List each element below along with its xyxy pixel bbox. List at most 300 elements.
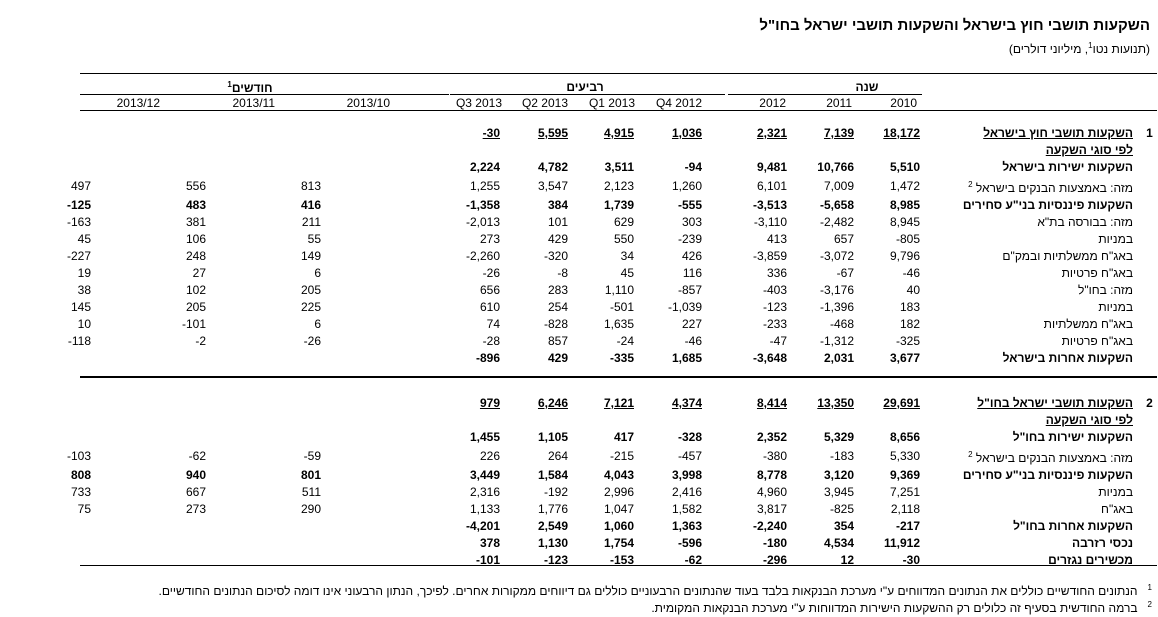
value-cell: 384: [547, 198, 568, 212]
subtitle-part-a: (תנועות נטו: [1092, 42, 1150, 56]
value-cell: 8,656: [889, 430, 920, 444]
value-cell: 1,260: [671, 179, 702, 193]
value-cell: 4,374: [671, 396, 702, 410]
section-index: [1141, 142, 1158, 159]
value-cell: [0, 552, 95, 569]
value-cell: 733: [70, 485, 91, 499]
value-cell: 354: [833, 519, 854, 533]
value-cell: 1,635: [603, 317, 634, 331]
value-cell: [325, 142, 504, 159]
value-cell: 6,101: [756, 179, 787, 193]
value-cell: -805: [895, 232, 920, 246]
section-index: [1141, 176, 1158, 197]
value-cell: 1,036: [671, 126, 702, 140]
value-cell: 1,130: [537, 536, 568, 550]
value-cell: 5,329: [823, 430, 854, 444]
section-index: [1141, 552, 1158, 569]
value-cell: -555: [677, 198, 702, 212]
row-label-text: השקעות אחרות בחו"ל: [1013, 519, 1133, 533]
value-cell: -239: [677, 232, 702, 246]
row-label-text: השקעות ישירות בישראל: [1002, 160, 1133, 174]
value-cell: -180: [762, 536, 787, 550]
value-cell: 2,224: [469, 160, 500, 174]
value-cell: [572, 142, 638, 159]
table-row: [0, 299, 1158, 316]
table-row: [0, 265, 1158, 282]
section-index: [1141, 484, 1158, 501]
value-cell: 1,472: [889, 179, 920, 193]
value-cell: 2,352: [756, 430, 787, 444]
value-cell: [210, 518, 325, 535]
table-row: [0, 350, 1158, 367]
value-cell: 45: [77, 232, 91, 246]
group-header-year: שנה: [855, 80, 879, 94]
value-cell: 3,511: [604, 160, 634, 174]
value-cell: -1,358: [465, 198, 500, 212]
table-row: [0, 501, 1158, 518]
col-header-q1-2013: Q1 2013: [588, 96, 635, 110]
value-cell: -596: [677, 536, 702, 550]
value-cell: [706, 412, 791, 429]
value-cell: -328: [677, 430, 702, 444]
footnote-2-text: ברמה החודשית בסעיף זה כלולים רק ההשקעות הישירות המדווחות ע"י מערכת הבנקאות המקומית.: [651, 601, 1138, 615]
row-label-text: השקעות ישירות בחו"ל: [1012, 430, 1133, 444]
col-header-2013-12: 2013/12: [116, 96, 160, 110]
value-cell: -67: [836, 266, 854, 280]
value-cell: 7,251: [889, 485, 920, 499]
value-cell: [210, 412, 325, 429]
value-cell: [95, 429, 210, 446]
value-cell: 12: [840, 553, 854, 567]
col-header-2010: 2010: [890, 96, 917, 110]
value-cell: 3,120: [823, 468, 854, 482]
row-label: [924, 333, 1141, 350]
value-cell: -3,110: [753, 215, 787, 229]
section1-total-row: [0, 125, 1158, 142]
row-label-text: באג"ח: [1101, 502, 1133, 516]
table-row: [0, 552, 1158, 569]
row-label: [924, 501, 1141, 518]
value-cell: 4,043: [603, 468, 634, 482]
row-label-text: באג"ח פרטיות: [1061, 266, 1133, 280]
value-cell: 657: [833, 232, 854, 246]
value-cell: [0, 395, 95, 412]
value-cell: 227: [681, 317, 702, 331]
value-cell: [0, 159, 95, 176]
value-cell: -4,201: [465, 519, 500, 533]
value-cell: 9,796: [889, 249, 920, 263]
subtitle-part-b: , מיליוני דולרים): [1008, 42, 1089, 56]
value-cell: 290: [300, 502, 321, 516]
value-cell: 416: [300, 198, 321, 212]
value-cell: -2,240: [752, 519, 787, 533]
value-cell: 283: [547, 283, 568, 297]
section-index: [1141, 501, 1158, 518]
row-label-text: מזה: באמצעות הבנקים בישראל: [975, 181, 1133, 195]
value-cell: 336: [766, 266, 787, 280]
value-cell: -296: [762, 553, 787, 567]
table-row: [0, 197, 1158, 214]
value-cell: 5,595: [537, 126, 568, 140]
group-header-months: [200, 80, 300, 95]
section-index: [1141, 197, 1158, 214]
value-cell: 7,009: [823, 179, 854, 193]
value-cell: [0, 125, 95, 142]
row-label-text: נכסי רזרבה: [1071, 536, 1133, 550]
value-cell: [0, 429, 95, 446]
value-cell: [95, 350, 210, 367]
value-cell: -118: [67, 334, 91, 348]
value-cell: 3,998: [671, 468, 702, 482]
row-label: [924, 429, 1141, 446]
value-cell: 18,172: [883, 126, 920, 140]
table-row: [0, 159, 1158, 176]
row-label: [924, 248, 1141, 265]
value-cell: 429: [547, 351, 568, 365]
value-cell: [95, 552, 210, 569]
value-cell: -825: [829, 502, 854, 516]
value-cell: 106: [185, 232, 206, 246]
section-index: [1141, 265, 1158, 282]
value-cell: 182: [899, 317, 920, 331]
value-cell: -3,513: [752, 198, 787, 212]
col-header-2011: 2011: [826, 96, 852, 110]
table-row: [0, 316, 1158, 333]
value-cell: 248: [185, 249, 206, 263]
value-cell: 205: [300, 283, 321, 297]
value-cell: 1,739: [603, 198, 634, 212]
value-cell: -62: [684, 553, 702, 567]
section-index: [1141, 282, 1158, 299]
row-label: [924, 484, 1141, 501]
value-cell: 145: [70, 300, 91, 314]
section-index: [1141, 159, 1158, 176]
value-cell: 264: [547, 449, 568, 463]
section-index: [1141, 467, 1158, 484]
value-cell: [95, 518, 210, 535]
section-index: [1141, 446, 1158, 467]
quarters-underline: [450, 94, 725, 95]
value-cell: -3,176: [819, 283, 854, 297]
value-cell: -857: [677, 283, 702, 297]
value-cell: -3,648: [752, 351, 787, 365]
value-cell: 550: [613, 232, 634, 246]
footnote-1-number: 1: [1147, 583, 1152, 592]
value-cell: [210, 429, 325, 446]
footnote-ref: 1: [1088, 41, 1093, 50]
value-cell: 75: [77, 502, 91, 516]
value-cell: 2,123: [603, 179, 634, 193]
value-cell: 4,915: [603, 126, 634, 140]
row-label: [924, 299, 1141, 316]
col-header-q2-2013: Q2 2013: [521, 96, 568, 110]
value-cell: [791, 412, 858, 429]
value-cell: -2,482: [819, 215, 854, 229]
page-subtitle: [1009, 41, 1150, 56]
value-cell: -94: [684, 160, 702, 174]
value-cell: -30: [902, 553, 920, 567]
value-cell: -457: [677, 449, 702, 463]
footnote-ref: 1: [227, 80, 232, 89]
value-cell: -192: [543, 485, 568, 499]
value-cell: 3,547: [537, 179, 568, 193]
value-cell: 13,350: [817, 396, 854, 410]
value-cell: -217: [895, 519, 920, 533]
investment-table: [0, 125, 1158, 569]
value-cell: [706, 142, 791, 159]
value-cell: -123: [762, 300, 787, 314]
section-index: [1141, 299, 1158, 316]
value-cell: 1,685: [671, 351, 702, 365]
value-cell: 8,985: [889, 198, 920, 212]
value-cell: 34: [620, 249, 634, 263]
value-cell: -320: [543, 249, 568, 263]
table-row: [0, 176, 1158, 197]
footnote-2-number: 2: [1147, 600, 1152, 609]
table-row: [0, 248, 1158, 265]
value-cell: 102: [185, 283, 206, 297]
section-index: [1141, 429, 1158, 446]
footnote-2: [651, 600, 1152, 615]
row-label-text: באג"ח ממשלתיות: [1043, 317, 1133, 331]
value-cell: 4,534: [823, 536, 854, 550]
value-cell: -2: [195, 334, 206, 348]
row-label: [924, 518, 1141, 535]
value-cell: -233: [762, 317, 787, 331]
value-cell: [638, 142, 706, 159]
value-cell: 483: [185, 198, 206, 212]
value-cell: -28: [482, 334, 500, 348]
value-cell: 183: [899, 300, 920, 314]
value-cell: 74: [486, 317, 500, 331]
value-cell: [504, 412, 572, 429]
row-label-text: לפי סוגי השקעה: [1045, 143, 1133, 157]
section-index: 1: [1146, 126, 1153, 140]
value-cell: 1,133: [469, 502, 500, 516]
row-label: [924, 125, 1141, 142]
value-cell: 801: [300, 468, 321, 482]
value-cell: 1,110: [604, 283, 634, 297]
value-cell: [95, 142, 210, 159]
value-cell: -47: [769, 334, 787, 348]
table-row: [0, 535, 1158, 552]
value-cell: -1,039: [667, 300, 702, 314]
value-cell: -101: [181, 317, 206, 331]
value-cell: 5,330: [889, 449, 920, 463]
row-label-text: מזה: בבורסה בת"א: [1037, 215, 1133, 229]
value-cell: [0, 535, 95, 552]
row-label-text: במניות: [1098, 232, 1133, 246]
header-bottom-rule: [80, 110, 1157, 111]
value-cell: -896: [475, 351, 500, 365]
value-cell: 9,481: [756, 160, 787, 174]
value-cell: -26: [303, 334, 321, 348]
group-header-quarters: רביעים: [566, 80, 604, 94]
value-cell: [210, 159, 325, 176]
value-cell: 667: [185, 485, 206, 499]
row-label: [924, 159, 1141, 176]
row-label-text: השקעות פיננסיות בני"ע סחירים: [962, 468, 1133, 482]
value-cell: -380: [762, 449, 787, 463]
year-underline: [728, 94, 922, 95]
value-cell: 1,776: [537, 502, 568, 516]
value-cell: -46: [902, 266, 920, 280]
table-row: [0, 467, 1158, 484]
row-label-text: לפי סוגי השקעה: [1045, 413, 1133, 427]
value-cell: 979: [479, 396, 500, 410]
value-cell: 2,031: [823, 351, 854, 365]
value-cell: [210, 395, 325, 412]
value-cell: 40: [906, 283, 920, 297]
value-cell: 857: [547, 334, 568, 348]
col-header-q4-2012: Q4 2012: [655, 96, 702, 110]
row-label: [924, 231, 1141, 248]
value-cell: 9,369: [889, 468, 920, 482]
value-cell: -215: [609, 449, 634, 463]
value-cell: -30: [482, 126, 500, 140]
value-cell: -828: [543, 317, 568, 331]
section-index: [1141, 535, 1158, 552]
section-index: [1141, 412, 1158, 429]
value-cell: [0, 350, 95, 367]
value-cell: -101: [475, 553, 500, 567]
row-label-text: במניות: [1098, 300, 1133, 314]
value-cell: 1,754: [603, 536, 634, 550]
row-label: [924, 467, 1141, 484]
value-cell: 101: [547, 215, 568, 229]
table-row: [0, 484, 1158, 501]
value-cell: 417: [613, 430, 634, 444]
section-index: [1141, 518, 1158, 535]
row-label-text: השקעות תושבי חוץ בישראל: [983, 126, 1133, 140]
value-cell: -103: [66, 449, 91, 463]
section-index: [1141, 248, 1158, 265]
row-label-text: השקעות תושבי ישראל בחו"ל: [977, 396, 1133, 410]
value-cell: 7,139: [823, 126, 854, 140]
footnote-ref: 2: [968, 450, 973, 459]
value-cell: [504, 142, 572, 159]
value-cell: 6: [314, 317, 321, 331]
value-cell: 3,677: [889, 351, 920, 365]
col-header-2013-10: 2013/10: [346, 96, 390, 110]
row-label-text: באג"ח ממשלתיות ובמק"ם: [1002, 249, 1133, 263]
value-cell: 2,996: [603, 485, 634, 499]
value-cell: 29,691: [883, 396, 920, 410]
value-cell: 556: [185, 179, 206, 193]
value-cell: 1,455: [469, 430, 500, 444]
row-label-text: השקעות אחרות בישראל: [1002, 351, 1133, 365]
value-cell: [0, 412, 95, 429]
table-row: [0, 231, 1158, 248]
value-cell: 38: [77, 283, 91, 297]
value-cell: 2,316: [469, 485, 500, 499]
value-cell: -59: [303, 449, 321, 463]
value-cell: [572, 412, 638, 429]
row-label: [924, 197, 1141, 214]
value-cell: 1,255: [469, 179, 500, 193]
value-cell: [0, 518, 95, 535]
value-cell: 629: [613, 215, 634, 229]
table-row: [0, 429, 1158, 446]
value-cell: 813: [300, 179, 321, 193]
section-index: [1141, 333, 1158, 350]
value-cell: 1,060: [603, 519, 634, 533]
section-index: [1141, 231, 1158, 248]
value-cell: 149: [300, 249, 321, 263]
value-cell: 426: [681, 249, 702, 263]
section-index: 2: [1146, 396, 1153, 410]
value-cell: [858, 142, 924, 159]
value-cell: 1,105: [537, 430, 568, 444]
row-label: [924, 214, 1141, 231]
value-cell: [210, 142, 325, 159]
value-cell: -46: [684, 334, 702, 348]
row-label-text: מכשירים נגזרים: [1048, 553, 1133, 567]
value-cell: [95, 125, 210, 142]
value-cell: 1,584: [537, 468, 568, 482]
value-cell: -3,072: [819, 249, 854, 263]
value-cell: 381: [185, 215, 206, 229]
value-cell: [325, 412, 504, 429]
value-cell: 610: [479, 300, 500, 314]
value-cell: 511: [301, 485, 321, 499]
value-cell: 4,782: [537, 160, 568, 174]
row-label: [924, 282, 1141, 299]
col-header-2013-11: 2013/11: [232, 96, 275, 110]
table-row: [0, 518, 1158, 535]
col-header-2012: 2012: [759, 96, 786, 110]
row-label: [924, 395, 1141, 412]
months-underline: [80, 94, 449, 95]
value-cell: [210, 350, 325, 367]
footnote-1-text: הנתונים החודשיים כוללים את הנתונים המדווחים ע"י מערכת הבנקאות בלבד בעוד שהנתונים הרבעוניים כוללים גם דיווחים ממקורות אחרים. לפיכך, הנתון הרבעוני אינו דומה לסיכום הנתונים החודשיים.: [158, 584, 1138, 598]
value-cell: 116: [682, 266, 702, 280]
col-header-q3-2013: Q3 2013: [455, 96, 502, 110]
row-label: [924, 535, 1141, 552]
value-cell: -325: [895, 334, 920, 348]
value-cell: [95, 395, 210, 412]
page-title: השקעות תושבי חוץ בישראל והשקעות תושבי ישראל בחו"ל: [759, 17, 1150, 34]
section-divider: [80, 376, 1157, 378]
section-index: [1141, 350, 1158, 367]
value-cell: -1,312: [819, 334, 854, 348]
value-cell: -62: [188, 449, 206, 463]
value-cell: 3,449: [469, 468, 500, 482]
value-cell: -125: [66, 198, 91, 212]
row-label-text: מזה: בחו"ל: [1078, 283, 1133, 297]
value-cell: 2,321: [756, 126, 787, 140]
row-label: [924, 552, 1141, 569]
value-cell: -123: [543, 553, 568, 567]
value-cell: 273: [479, 232, 500, 246]
value-cell: -1,396: [819, 300, 854, 314]
row-label: [924, 350, 1141, 367]
row-label: [924, 265, 1141, 282]
value-cell: [858, 412, 924, 429]
table-row: [0, 214, 1158, 231]
value-cell: 10: [77, 317, 91, 331]
value-cell: -2,013: [465, 215, 500, 229]
value-cell: 254: [547, 300, 568, 314]
value-cell: -24: [616, 334, 634, 348]
value-cell: 205: [185, 300, 206, 314]
value-cell: 1,363: [671, 519, 702, 533]
value-cell: -5,658: [819, 198, 854, 212]
value-cell: 656: [479, 283, 500, 297]
value-cell: 55: [307, 232, 321, 246]
value-cell: [210, 125, 325, 142]
value-cell: 8,414: [756, 396, 787, 410]
